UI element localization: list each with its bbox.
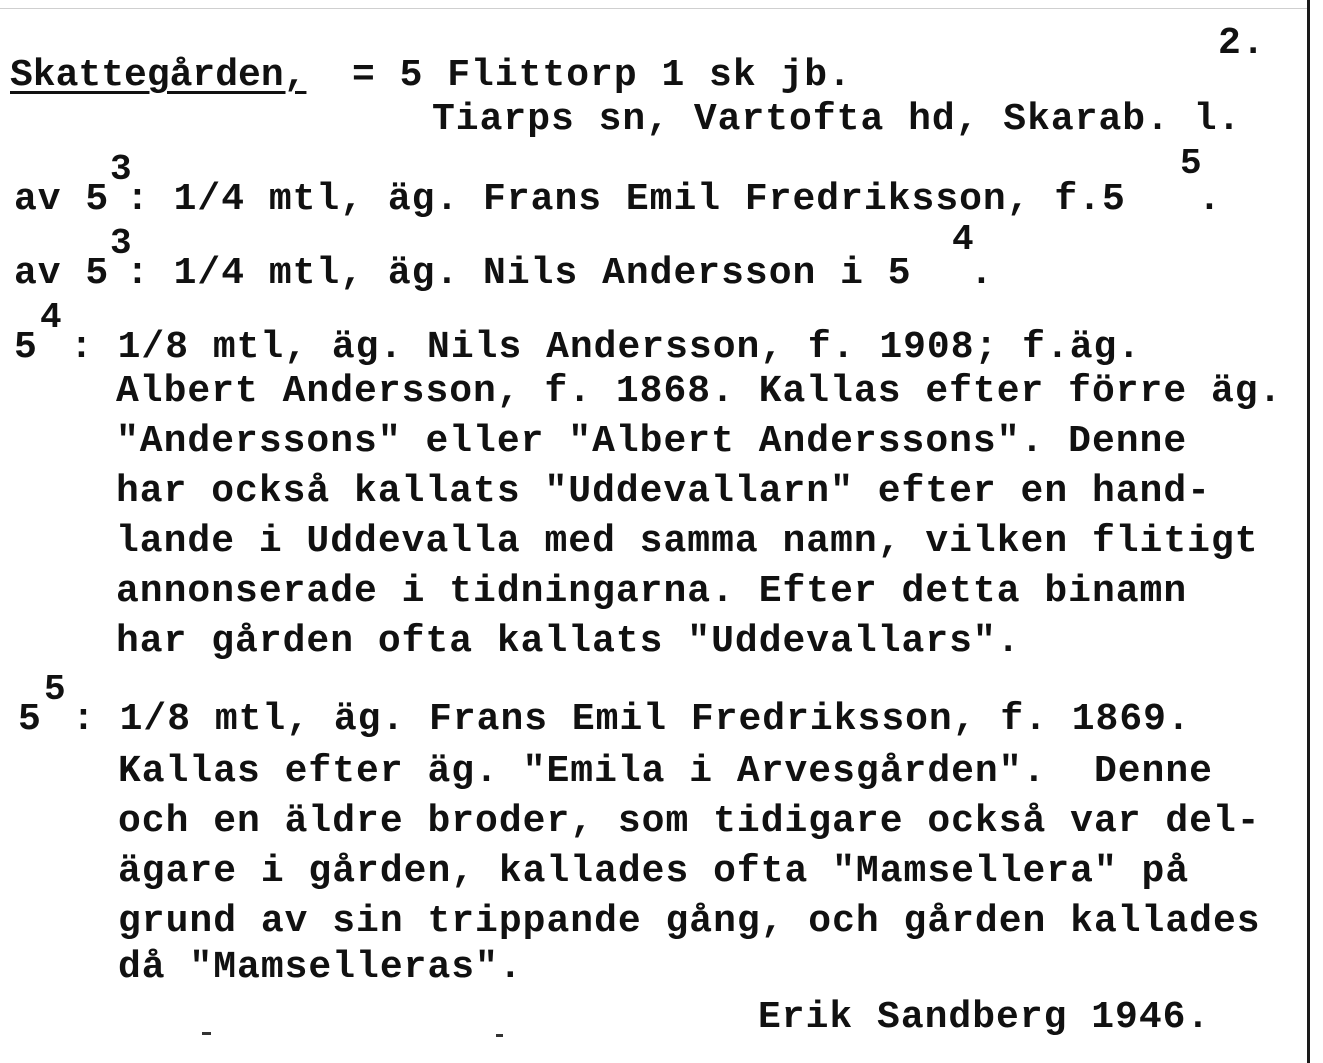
block-2-sup: 5 <box>44 669 66 710</box>
block-2-line-5: grund av sin trippande gång, och gården kallades <box>118 900 1261 943</box>
block-2-line-6: då "Mamselleras". <box>118 946 523 989</box>
block-1-line-2: Albert Andersson, f. 1868. Kallas efter förre äg. <box>116 370 1283 413</box>
card-top-edge <box>0 8 1307 9</box>
entry-2-prefix: av 5 <box>14 252 110 295</box>
farm-location: Tiarps sn, Vartofta hd, Skarab. l. <box>432 98 1242 141</box>
signature: Erik Sandberg 1946. <box>758 996 1211 1039</box>
block-2-line-3: och en äldre broder, som tidigare också var del- <box>118 800 1261 843</box>
card-right-edge <box>1307 0 1310 1063</box>
block-1-line-6: annonserade i tidningarna. Efter detta binamn <box>116 570 1188 613</box>
entry-2-tail-sup: 4 <box>952 219 974 260</box>
entry-1-tail-sup: 5 <box>1180 143 1202 184</box>
block-2-line-4: ägare i gården, kallades ofta "Mamsellera" på <box>118 850 1190 893</box>
entry-2-text: : 1/4 mtl, äg. Nils Andersson i 5 <box>126 252 912 295</box>
farm-name: Skattegården, <box>10 54 307 97</box>
entry-1-sup: 3 <box>110 149 132 190</box>
entry-2-tail: . <box>970 252 994 295</box>
farm-reference: = 5 Flittorp 1 sk jb. <box>352 54 852 97</box>
page-number: 2. <box>1218 22 1266 65</box>
block-2-number: 5 <box>18 698 42 741</box>
block-1-number: 5 <box>14 326 38 369</box>
block-1-line-3: "Anderssons" eller "Albert Anderssons". Denne <box>116 420 1188 463</box>
stray-mark <box>202 1032 211 1035</box>
entry-1-text: : 1/4 mtl, äg. Frans Emil Fredriksson, f.5 <box>126 178 1126 221</box>
block-1-sup: 4 <box>40 297 62 338</box>
block-2-line-1: : 1/8 mtl, äg. Frans Emil Fredriksson, f. 1869. <box>72 698 1191 741</box>
block-1-line-7: har gården ofta kallats "Uddevallars". <box>116 620 1021 663</box>
entry-1-tail: . <box>1198 178 1222 221</box>
block-1-line-1: : 1/8 mtl, äg. Nils Andersson, f. 1908; f.äg. <box>70 326 1142 369</box>
block-1-line-5: lande i Uddevalla med samma namn, vilken flitigt <box>116 520 1259 563</box>
block-1-line-4: har också kallats "Uddevallarn" efter en hand- <box>116 470 1211 513</box>
stray-mark <box>496 1034 503 1037</box>
block-2-line-2: Kallas efter äg. "Emila i Arvesgården". Denne <box>118 750 1213 793</box>
entry-1-prefix: av 5 <box>14 178 110 221</box>
entry-2-sup: 3 <box>110 223 132 264</box>
